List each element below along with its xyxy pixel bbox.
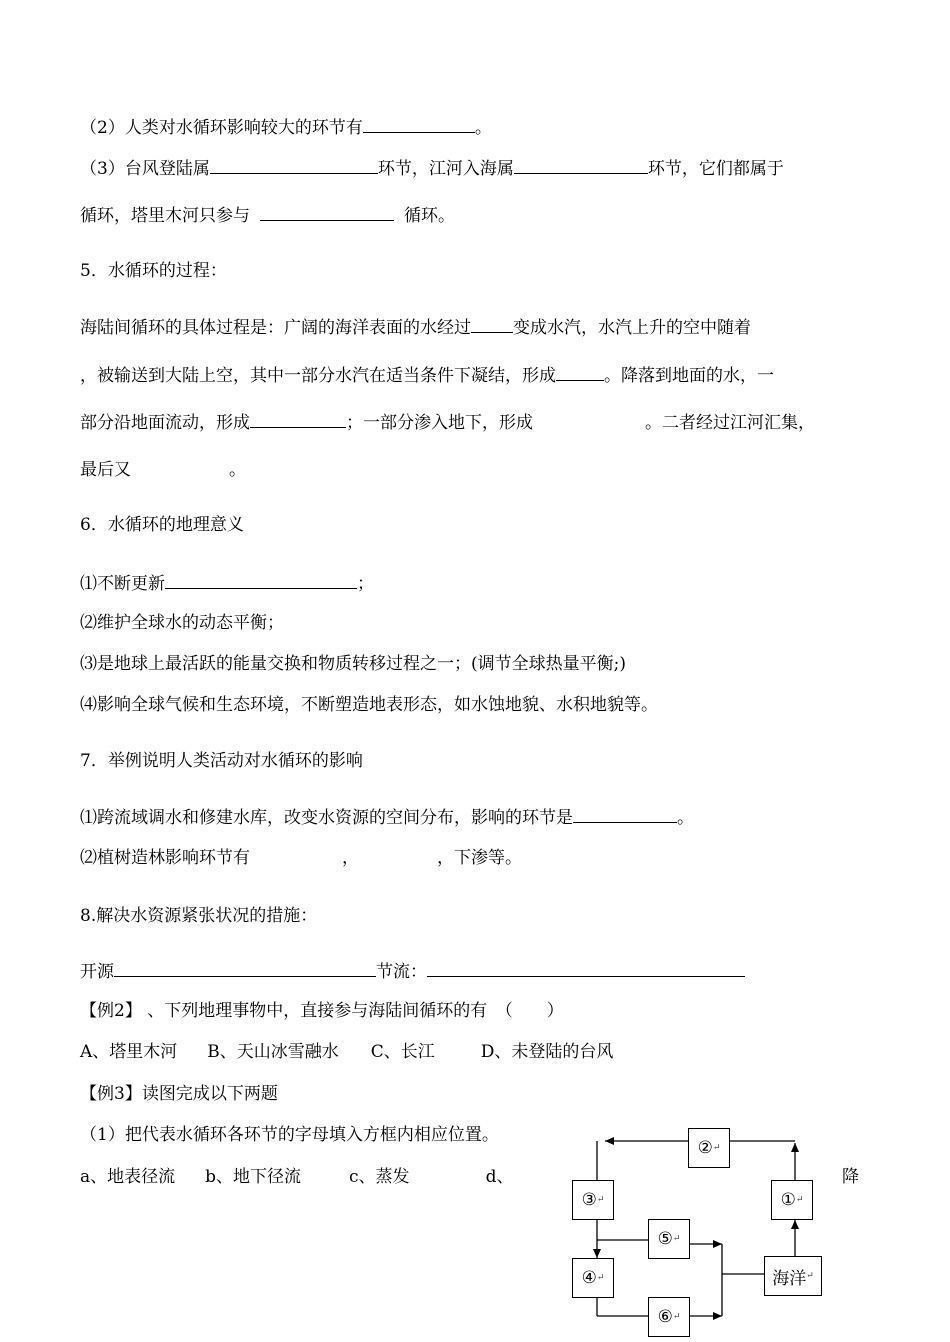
box-3-label: ③ [581,1190,597,1210]
answer-blank[interactable] [210,155,378,174]
section-6-item-4: ⑷影响全球气候和生态环境，不断塑造地表形态，如水蚀地貌、水积地貌等。 [80,695,658,715]
question-2-line [80,114,492,140]
section-5-line-2 [80,362,774,388]
question-3-text-2: 环节，江河入海属 [377,159,514,179]
option-c[interactable]: C、长江 [370,1042,435,1062]
return-mark-icon: ↵ [596,1195,605,1205]
example-3-title: 【例3】读图完成以下两题 [80,1084,278,1104]
comma: ， [342,848,359,868]
option-b[interactable]: B、天山冰雪融水 [207,1042,339,1062]
answer-blank[interactable] [260,202,394,221]
return-mark-icon: ↵ [672,1234,681,1244]
answer-blank[interactable] [471,314,513,333]
diagram-box-2[interactable] [688,1128,730,1168]
ocean-label: 海洋 [772,1268,807,1289]
question-3-line-1 [80,155,784,181]
period: 。 [677,808,694,828]
section-6-item-1-text: ⑴不断更新 [80,574,165,594]
section-5-title: 5．水循环的过程： [80,261,227,281]
answer-blank[interactable] [427,958,745,977]
save-water-label: 节流： [376,962,427,982]
diagram-box-3[interactable] [572,1180,614,1220]
answer-blank[interactable] [556,362,604,381]
example-2-options [80,1040,613,1064]
answer-blank[interactable] [573,804,677,823]
return-mark-icon: ↵ [712,1143,721,1153]
section-5-line-4 [80,458,246,482]
question-3-text-1: （3）台风登陆属 [80,159,210,179]
section-7-item-1 [80,804,694,830]
section-5-text-5: 部分沿地面流动，形成 [80,413,250,433]
box-6-label: ⑥ [657,1307,673,1327]
section-5-text-4: 。降落到地面的水，一 [604,366,774,386]
option-b: b、地下径流 [205,1167,302,1187]
box-4-label: ④ [581,1268,597,1288]
answer-blank[interactable] [514,155,648,174]
section-7-title: 7．举例说明人类活动对水循环的影响 [80,751,363,771]
section-5-text-3: ，被输送到大陆上空，其中一部分水汽在适当条件下凝结，形成 [80,366,556,386]
answer-blank[interactable] [114,958,376,977]
section-5-line-1 [80,314,751,340]
option-d-tail: 降 [842,1167,859,1187]
section-8-line [80,958,745,984]
box-5-label: ⑤ [657,1229,673,1249]
section-7-item-1-text: ⑴跨流域调水和修建水库，改变水资源的空间分布，影响的环节是 [80,808,573,828]
question-3-text-5: 循环。 [404,206,455,226]
diagram-box-1[interactable] [771,1180,813,1220]
option-d: d、 [485,1167,514,1187]
section-5-text-7: 。二者经过江河汇集， [645,413,815,433]
section-7-item-2-text: ⑵植树造林影响环节有 [80,848,250,868]
box-1-label: ① [780,1190,796,1210]
section-6-item-1 [80,570,374,596]
return-mark-icon: ↵ [806,1271,814,1281]
section-7-item-2 [80,846,522,870]
example-3-question-1: （1）把代表水循环各环节的字母填入方框内相应位置。 [80,1125,499,1145]
example-2-question: 【例2】 、下列地理事物中，直接参与海陆间循环的有 （ ） [80,1001,564,1021]
section-5-text-8: 最后又 [80,460,131,480]
diagram-box-6[interactable] [648,1297,690,1337]
diagram-box-4[interactable] [572,1258,614,1298]
section-7-item-2-tail: ，下渗等。 [437,848,522,868]
section-8-title: 8.解决水资源紧张状况的措施： [80,906,318,926]
example-3-options [80,1165,513,1189]
return-mark-icon: ↵ [596,1273,605,1283]
return-mark-icon: ↵ [672,1312,681,1322]
answer-blank[interactable] [363,114,475,133]
answer-blank[interactable] [250,409,346,428]
section-5-text-1: 海陆间循环的具体过程是：广阔的海洋表面的水经过 [80,318,471,338]
answer-blank[interactable] [165,570,357,589]
diagram-box-5[interactable] [648,1219,690,1259]
section-6-item-3: ⑶是地球上最活跃的能量交换和物质转移过程之一；(调节全球热量平衡;) [80,654,626,674]
return-mark-icon: ↵ [795,1195,804,1205]
option-d[interactable]: D、未登陆的台风 [480,1042,614,1062]
question-2-text: （2）人类对水循环影响较大的环节有 [80,118,363,138]
section-6-title: 6．水循环的地理意义 [80,515,244,535]
period: 。 [474,118,492,138]
section-5-text-2: 变成水汽，水汽上升的空中随着 [513,318,751,338]
period: 。 [229,460,246,480]
option-a: a、地表径流 [80,1167,176,1187]
open-source-label: 开源 [80,962,114,982]
question-3-text-3: 环节，它们都属于 [647,159,784,179]
section-5-text-6: ；一部分渗入地下，形成 [346,413,533,433]
semicolon: ； [357,574,374,594]
box-2-label: ② [697,1138,713,1158]
question-3-line-2 [80,202,455,228]
question-3-text-4: 循环，塔里木河只参与 [80,206,250,226]
option-c: c、蒸发 [349,1167,410,1187]
option-a[interactable]: A、塔里木河 [80,1042,178,1062]
section-6-item-2: ⑵维护全球水的动态平衡； [80,613,284,633]
section-5-line-3 [80,409,815,435]
diagram-ocean-box [764,1256,822,1296]
